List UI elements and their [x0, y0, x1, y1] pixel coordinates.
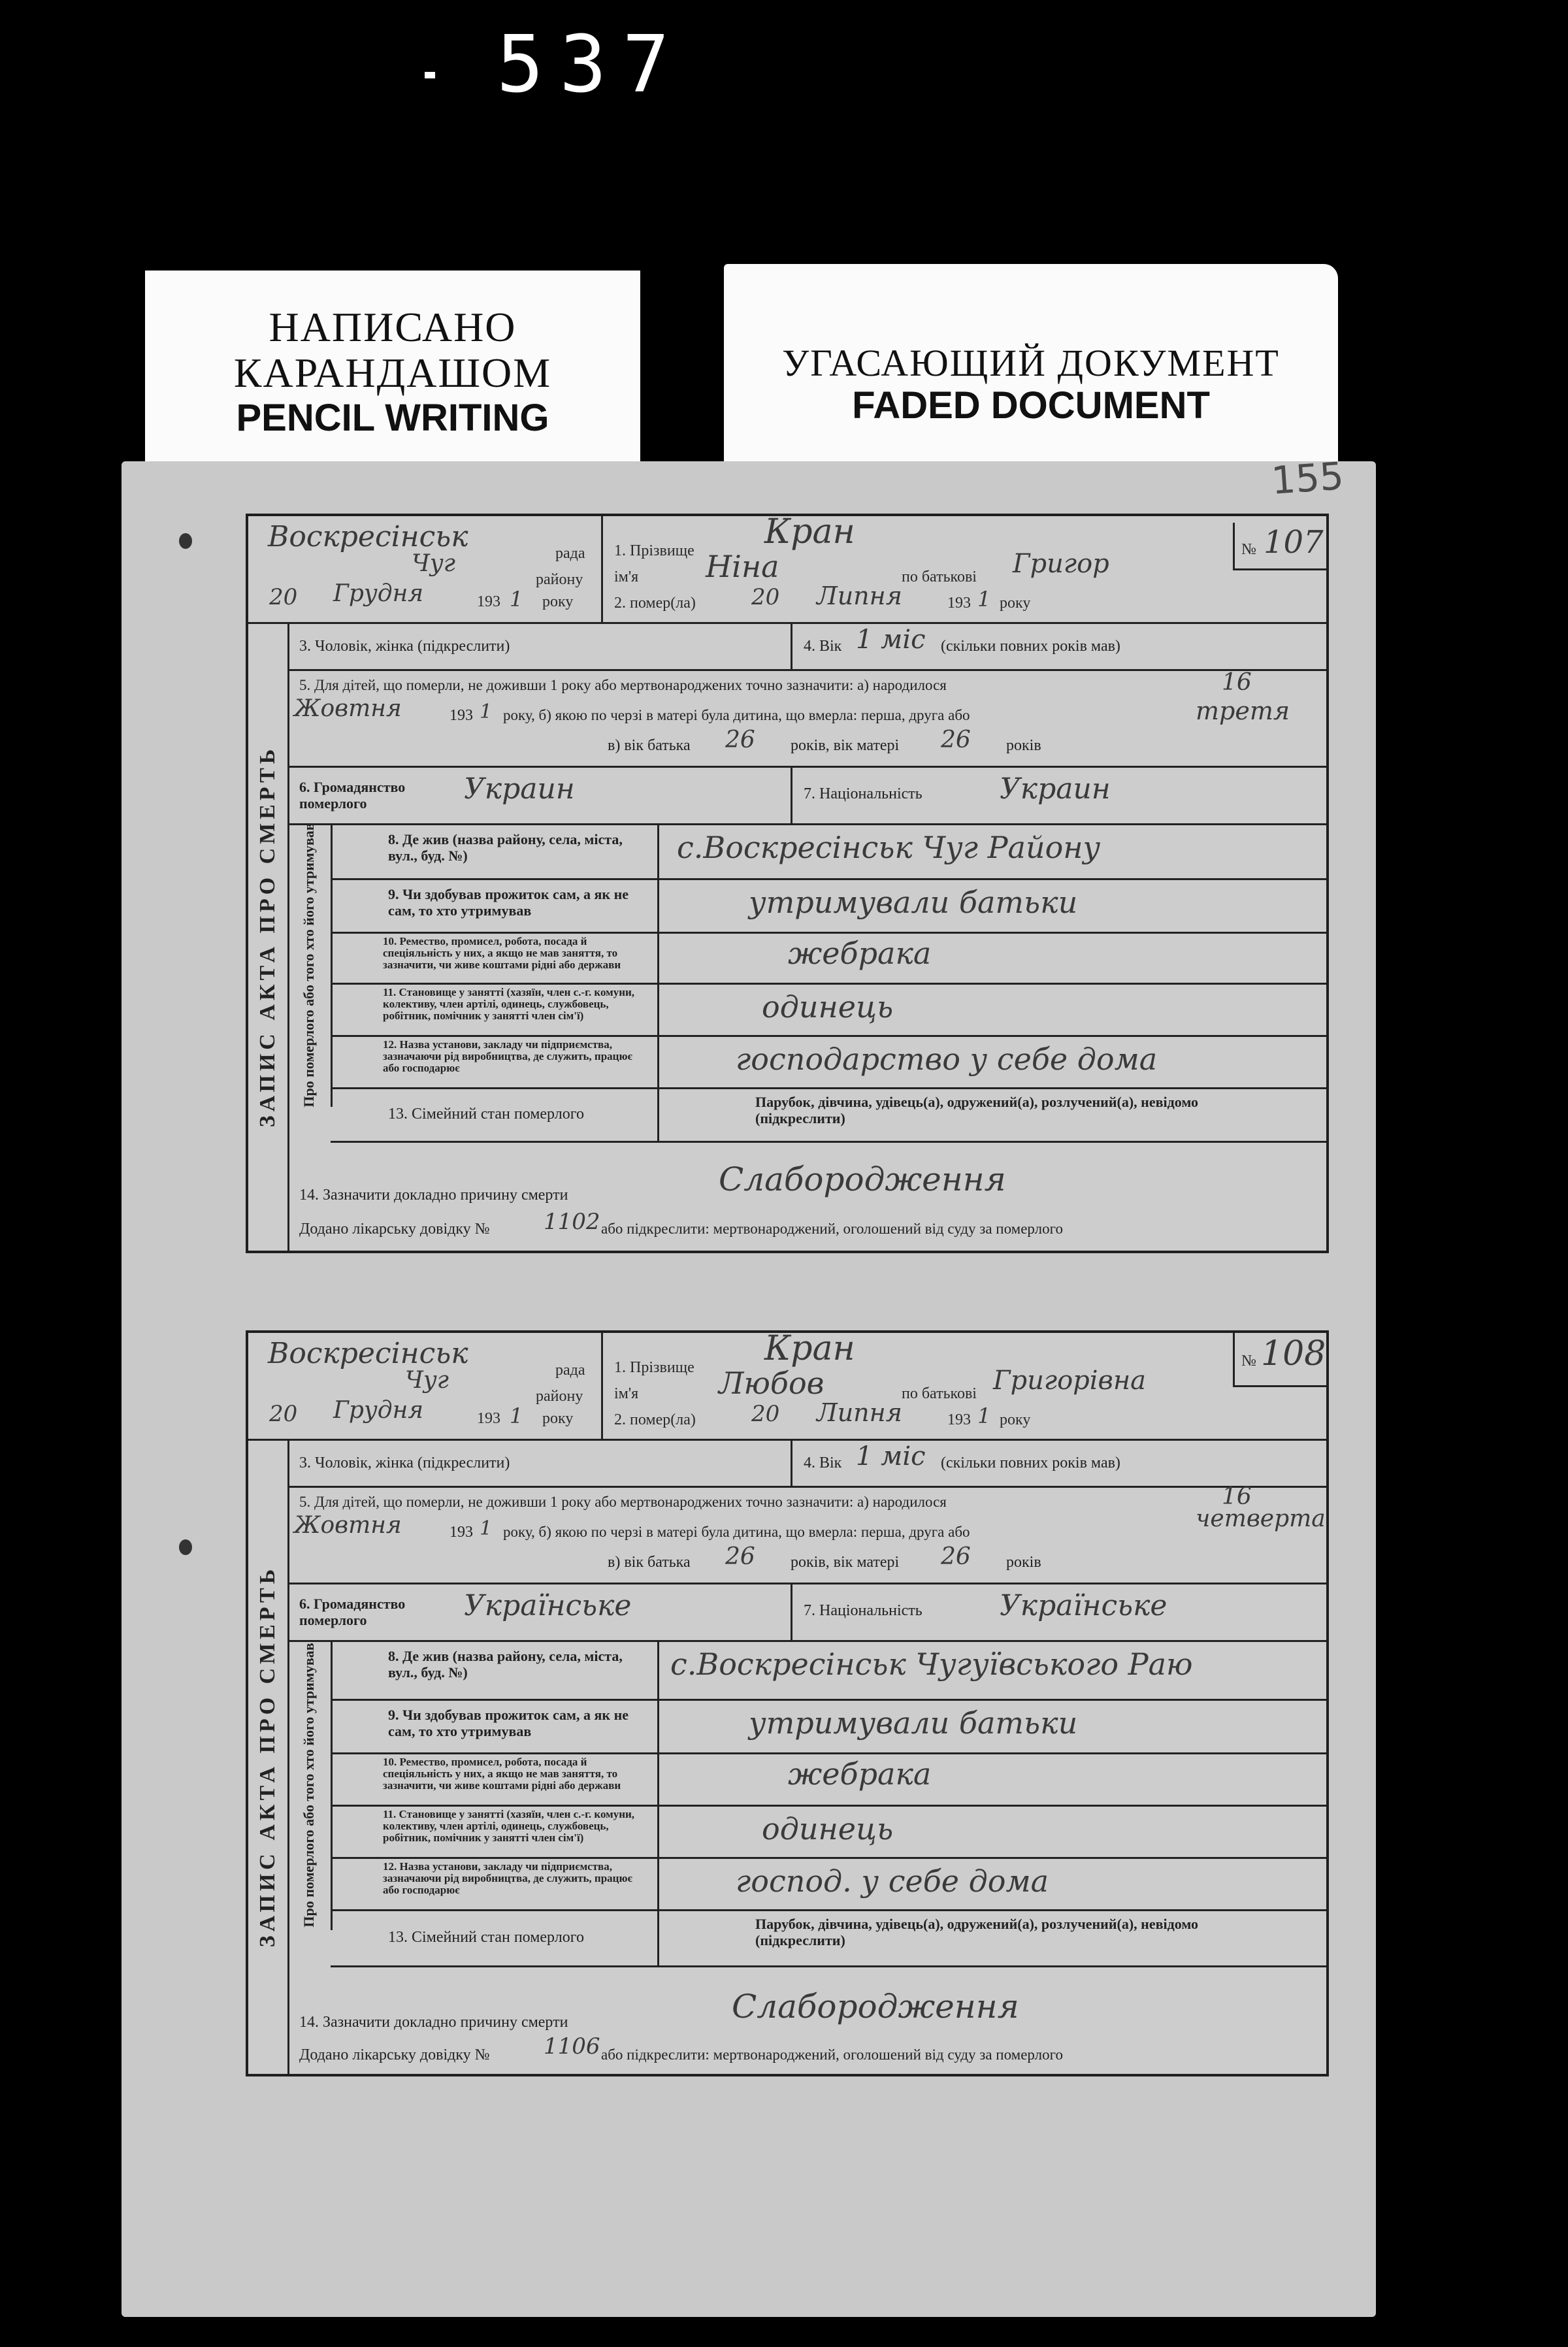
died-label: 2. помер(ла): [614, 595, 696, 612]
died-day: 20: [751, 584, 780, 610]
rayonu-label: району: [536, 1388, 583, 1405]
row-support: [331, 1699, 1326, 1754]
residence-label: 8. Де жив (назва району, села, міста, вул., буд. №): [388, 831, 623, 864]
cause-value: Слабородження: [719, 1160, 1006, 1198]
name-label: ім'я: [614, 568, 639, 585]
register-page: [122, 453, 1376, 2317]
age-label: 4. Вік: [804, 638, 842, 655]
row-position: [331, 1805, 1326, 1859]
row-sex-age: [287, 1439, 1326, 1488]
row-occupation: [331, 932, 1326, 985]
institution-value: господарство у себе дома: [736, 1042, 1158, 1077]
born-year-suffix: 1: [480, 1517, 493, 1540]
side-subtitle-text: Про померлого або того хто його утримував: [300, 1643, 317, 1928]
father-age-label: в) вік батька: [608, 737, 691, 754]
faded-label-en: FADED DOCUMENT: [852, 384, 1210, 427]
row-institution: [331, 1035, 1326, 1089]
binding-hole: [179, 1539, 192, 1555]
institution-label: 12. Назва установи, закладу чи підприємства, зазначаючи рід виробництва, де служить, працює або господарює: [383, 1860, 632, 1896]
rayon-value: Чуг: [405, 1367, 449, 1394]
certificate-label: Додано лікарську довідку №: [299, 2046, 490, 2063]
died-year-prefix: 193: [947, 1411, 971, 1428]
record-header: [248, 512, 1326, 624]
position-label: 11. Становище у занятті (хазяїн, член с.-г. комуни, колективу, член артілі, одинець, службовець, робітник, помічник у занятті член сім'ї): [383, 1808, 635, 1844]
record-number: 107: [1264, 524, 1324, 561]
pencil-label-ru-2: КАРАНДАШОМ: [233, 350, 552, 397]
record-number-box: [1233, 523, 1326, 570]
name-label: ім'я: [614, 1385, 639, 1402]
mother-age: 26: [941, 1543, 971, 1570]
support-value: утримували батьки: [749, 885, 1078, 920]
date-day: 20: [269, 584, 298, 610]
row-support: [331, 878, 1326, 934]
infant-line1: 5. Для дітей, що померли, не доживши 1 року або мертвонароджених точно зазначити: а) народилося: [299, 677, 947, 693]
marital-label: 13. Сімейний стан померлого: [388, 1106, 584, 1123]
patronymic-value: Григор: [1013, 549, 1109, 579]
name-value: Любов: [719, 1366, 825, 1401]
infant-line2: року, б) якою по черзі в матері була дитина, що вмерла: перша, друга або: [503, 707, 970, 723]
roku-label: року: [542, 1410, 574, 1427]
mother-age-label: років, вік матері: [791, 737, 900, 754]
side-title: [248, 1439, 289, 2074]
year-suffix: 1: [510, 587, 523, 612]
age-hint: (скільки повних років мав): [941, 638, 1120, 655]
row-citizenship: [287, 1583, 1326, 1642]
rada-value: Воскресінськ: [268, 520, 468, 553]
pencil-label-ru-1: НАПИСАНО: [269, 304, 517, 350]
no-label: №: [1241, 1353, 1256, 1370]
rada-label: рада: [555, 1362, 585, 1379]
cause-label: 14. Зазначити докладно причину смерти: [299, 1187, 568, 1204]
born-day: 16: [1222, 669, 1252, 696]
surname-value: Кран: [764, 1329, 855, 1368]
certificate-number: 1102: [544, 1209, 600, 1235]
surname-label: 1. Прізвище: [614, 542, 694, 559]
born-year-suffix: 1: [480, 700, 493, 723]
residence-value: с.Воскресінськ Чуг Району: [677, 830, 1101, 865]
row-position: [331, 983, 1326, 1037]
faded-document-label: [724, 264, 1338, 467]
marital-options: Парубок, дівчина, удівець(а), одружений(а), розлучений(а), невідомо (підкреслити): [755, 1916, 1199, 1949]
reel-number: 537: [497, 20, 685, 110]
side-title-text: ЗАПИС АКТА ПРО СМЕРТЬ: [255, 1565, 280, 1948]
died-year-suffix: 1: [977, 587, 991, 612]
reel-dot: [425, 72, 435, 78]
row-infant: [287, 1483, 1326, 1584]
support-label: 9. Чи здобував прожиток сам, а як не сам, то хто утримував: [388, 886, 629, 919]
died-roku: року: [1000, 595, 1031, 612]
patronymic-label: по батькові: [902, 1385, 977, 1402]
died-year-prefix: 193: [947, 595, 971, 612]
born-month: Жовтня: [294, 1512, 402, 1539]
certificate-hint: або підкреслити: мертвонароджений, оголошений від суду за померлого: [601, 1221, 1063, 1237]
position-value: одинець: [762, 1811, 894, 1846]
certificate-label: Додано лікарську довідку №: [299, 1221, 490, 1238]
row-occupation: [331, 1752, 1326, 1807]
age-value: 1 міс: [856, 625, 926, 655]
date-month: Грудня: [333, 1397, 424, 1424]
patronymic-value: Григорівна: [993, 1366, 1147, 1396]
occupation-value: жебрака: [788, 936, 932, 971]
citizenship-value: Українське: [464, 1589, 632, 1622]
surname-label: 1. Прізвище: [614, 1359, 694, 1376]
father-age-label: в) вік батька: [608, 1554, 691, 1571]
died-roku: року: [1000, 1411, 1031, 1428]
death-record-card: [246, 514, 1329, 1253]
page-number: 155: [1269, 453, 1345, 503]
certificate-number: 1106: [544, 2033, 600, 2060]
date-day: 20: [269, 1401, 298, 1427]
surname-value: Кран: [764, 512, 855, 551]
binding-hole: [179, 533, 192, 549]
nationality-value: Українське: [1000, 1589, 1168, 1622]
age-hint: (скільки повних років мав): [941, 1454, 1120, 1471]
citizenship-label: 6. Громадянство померлого: [299, 779, 406, 812]
support-value: утримували батьки: [749, 1705, 1078, 1741]
record-number: 108: [1261, 1334, 1326, 1373]
cause-block: [287, 1965, 1326, 2071]
child-order: четверта: [1196, 1505, 1326, 1532]
died-label: 2. помер(ла): [614, 1411, 696, 1428]
died-day: 20: [751, 1401, 780, 1427]
certificate-hint: або підкреслити: мертвонароджений, оголошений від суду за померлого: [601, 2046, 1063, 2063]
born-day: 16: [1222, 1483, 1252, 1510]
faded-label-ru: УГАСАЮЩИЙ ДОКУМЕНТ: [782, 342, 1280, 384]
support-label: 9. Чи здобував прожиток сам, а як не сам, то хто утримував: [388, 1707, 629, 1740]
citizenship-label: 6. Громадянство померлого: [299, 1596, 406, 1629]
institution-value: господ. у себе дома: [736, 1863, 1049, 1899]
patronymic-label: по батькові: [902, 568, 977, 585]
name-value: Ніна: [706, 549, 779, 584]
died-month: Липня: [817, 582, 902, 610]
side-title: [248, 622, 289, 1251]
pencil-label-en: PENCIL WRITING: [236, 396, 549, 439]
born-year-prefix: 193: [449, 1524, 473, 1541]
citizenship-value: Украин: [464, 772, 575, 806]
infant-line2: року, б) якою по черзі в матері була дитина, що вмерла: перша, друга або: [503, 1524, 970, 1540]
death-record-card: [246, 1330, 1329, 2076]
age-value: 1 міс: [856, 1441, 926, 1471]
date-month: Грудня: [333, 580, 424, 607]
year-prefix: 193: [477, 1410, 500, 1427]
years-label: років: [1006, 737, 1041, 754]
rada-value: Воскресінськ: [268, 1337, 468, 1370]
born-year-prefix: 193: [449, 707, 473, 724]
infant-line1: 5. Для дітей, що померли, не доживши 1 року або мертвонароджених точно зазначити: а) народилося: [299, 1494, 947, 1510]
side-subtitle: [287, 823, 333, 1107]
age-label: 4. Вік: [804, 1454, 842, 1471]
pencil-writing-label: [145, 271, 640, 467]
rada-label: рада: [555, 545, 585, 562]
row-sex-age: [287, 622, 1326, 671]
side-subtitle-text: Про померлого або того хто його утримував: [300, 823, 317, 1108]
cause-value: Слабородження: [732, 1988, 1019, 2026]
nationality-value: Украин: [1000, 772, 1111, 806]
occupation-value: жебрака: [788, 1756, 932, 1792]
sex-label: 3. Чоловік, жінка (підкреслити): [299, 638, 510, 655]
record-number-box: [1233, 1333, 1326, 1387]
roku-label: року: [542, 593, 574, 610]
row-citizenship: [287, 766, 1326, 825]
side-title-text: ЗАПИС АКТА ПРО СМЕРТЬ: [255, 745, 280, 1128]
position-value: одинець: [762, 989, 894, 1025]
cause-label: 14. Зазначити докладно причину смерти: [299, 2014, 568, 2031]
died-month: Липня: [817, 1398, 902, 1427]
father-age: 26: [725, 727, 755, 753]
rayon-value: Чуг: [412, 550, 455, 577]
row-infant: [287, 669, 1326, 768]
position-label: 11. Становище у занятті (хазяїн, член с.-г. комуни, колективу, член артілі, одинець, службовець, робітник, помічник у занятті член сім'ї): [383, 986, 635, 1022]
died-year-suffix: 1: [977, 1403, 991, 1428]
years-label: років: [1006, 1554, 1041, 1571]
mother-age-label: років, вік матері: [791, 1554, 900, 1571]
sex-label: 3. Чоловік, жінка (підкреслити): [299, 1454, 510, 1471]
record-header: [248, 1329, 1326, 1441]
row-residence: [331, 823, 1326, 880]
nationality-label: 7. Національність: [804, 1602, 923, 1619]
no-label: №: [1241, 541, 1256, 558]
row-residence: [331, 1640, 1326, 1701]
occupation-label: 10. Ремество, промисел, робота, посада й спеціяльність у них, а якщо не мав заняття, то зазначити, чи живе коштами рідні або держави: [383, 935, 621, 971]
mother-age: 26: [941, 727, 971, 753]
year-suffix: 1: [510, 1403, 523, 1428]
cause-block: [287, 1141, 1326, 1248]
nationality-label: 7. Національність: [804, 785, 923, 802]
born-month: Жовтня: [294, 695, 402, 722]
child-order: третя: [1196, 697, 1290, 725]
marital-options: Парубок, дівчина, удівець(а), одружений(а), розлучений(а), невідомо (підкреслити): [755, 1094, 1199, 1127]
occupation-label: 10. Ремество, промисел, робота, посада й спеціяльність у них, а якщо не мав заняття, то зазначити, чи живе коштами рідні або держави: [383, 1756, 621, 1792]
marital-label: 13. Сімейний стан померлого: [388, 1929, 584, 1946]
father-age: 26: [725, 1543, 755, 1570]
row-marital: [331, 1087, 1326, 1143]
residence-label: 8. Де жив (назва району, села, міста, вул., буд. №): [388, 1648, 623, 1681]
rayonu-label: району: [536, 571, 583, 588]
year-prefix: 193: [477, 593, 500, 610]
side-subtitle: [287, 1640, 333, 1930]
institution-label: 12. Назва установи, закладу чи підприємства, зазначаючи рід виробництва, де служить, працює або господарює: [383, 1038, 632, 1074]
residence-value: с.Воскресінськ Чугуївського Раю: [670, 1647, 1193, 1682]
row-marital: [331, 1909, 1326, 1967]
row-institution: [331, 1857, 1326, 1911]
